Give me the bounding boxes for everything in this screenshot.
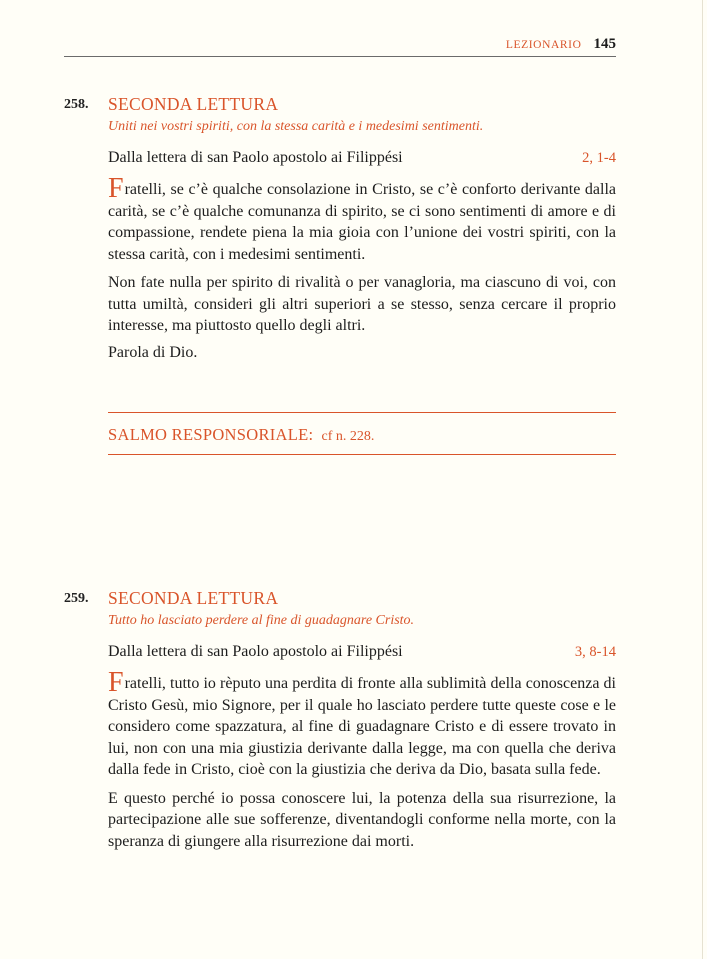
- reading-source: [108, 149, 616, 171]
- reading-header: [64, 94, 616, 116]
- header-rule: [64, 56, 616, 57]
- paragraph-text: ratelli, tutto io rèputo una perdita di fronte alla sublimità della conoscenza di Cristo Gesù, mio Signore, per il quale ho lasciato perdere tutte queste cose e le considero come spazzatura, al fine di guadagnare Cristo e di essere trovato in lui, non con una mia giustizia derivante dalla legge, ma con quella che deriva dalla fede in Cristo, cioè con la giustizia che deriva da Dio, basata sulla fede.: [108, 675, 616, 778]
- psalm-label: SALMO RESPONSORIALE:: [108, 425, 314, 444]
- paragraph: Non fate nulla per spirito di rivalità o per vanagloria, ma ciascuno di voi, con tutta umiltà, consideri gli altri superiori a se stesso, senza cercare il proprio interesse, ma piuttosto quello degli altri.: [108, 274, 616, 334]
- running-head: [64, 35, 616, 53]
- paragraph: [108, 667, 616, 781]
- reading-header: [64, 588, 616, 610]
- reading-258: [64, 94, 616, 362]
- paragraph: [108, 173, 616, 265]
- source-reference: 2, 1-4: [582, 150, 616, 166]
- drop-cap: F: [108, 667, 124, 698]
- paragraph: E questo perché io possa conoscere lui, la potenza della sua risurrezione, la partecipazione alle sue sofferenze, diventandogli conforme nella morte, con la speranza di giungere alla risurrezione dai morti.: [108, 789, 616, 850]
- reading-title: SECONDA LETTURA: [108, 94, 279, 114]
- source-reference: 3, 8-14: [574, 644, 616, 660]
- closing-acclamation: Parola di Dio.: [108, 343, 198, 361]
- paragraph-text: ratelli, se c’è qualche consolazione in Cristo, se c’è conforto derivante dalla carità, se c’è qualche comunanza di spirito, se ci sono sentimenti di amore e di compassione, rendete piena la mia gioia con l’unione dei vostri spiriti, con la stessa carità, con i medesimi sentimenti.: [108, 181, 616, 263]
- page-edge: [702, 0, 703, 959]
- reading-subtitle: Uniti nei vostri spiriti, con la stessa carità e i medesimi sentimenti.: [108, 119, 484, 134]
- running-head-section: LEZIONARIO: [505, 39, 582, 51]
- psalm-reference: cf n. 228.: [321, 429, 375, 444]
- reading-number: 258.: [64, 97, 89, 112]
- reading-number: 259.: [64, 591, 89, 606]
- psalm-line: [108, 413, 616, 454]
- reading-title: SECONDA LETTURA: [108, 588, 279, 608]
- reading-259: [64, 588, 616, 859]
- source-text: Dalla lettera di san Paolo apostolo ai Filippési: [108, 643, 403, 660]
- responsorial-psalm: [108, 412, 616, 455]
- reading-source: [108, 643, 616, 665]
- page-number: 145: [593, 36, 616, 52]
- reading-body: [108, 173, 616, 362]
- source-text: Dalla lettera di san Paolo apostolo ai Filippési: [108, 149, 403, 166]
- reading-subtitle: Tutto ho lasciato perdere al fine di guadagnare Cristo.: [108, 613, 415, 628]
- psalm-rule-bottom: [108, 454, 616, 455]
- drop-cap: F: [108, 173, 124, 204]
- reading-body: [108, 667, 616, 852]
